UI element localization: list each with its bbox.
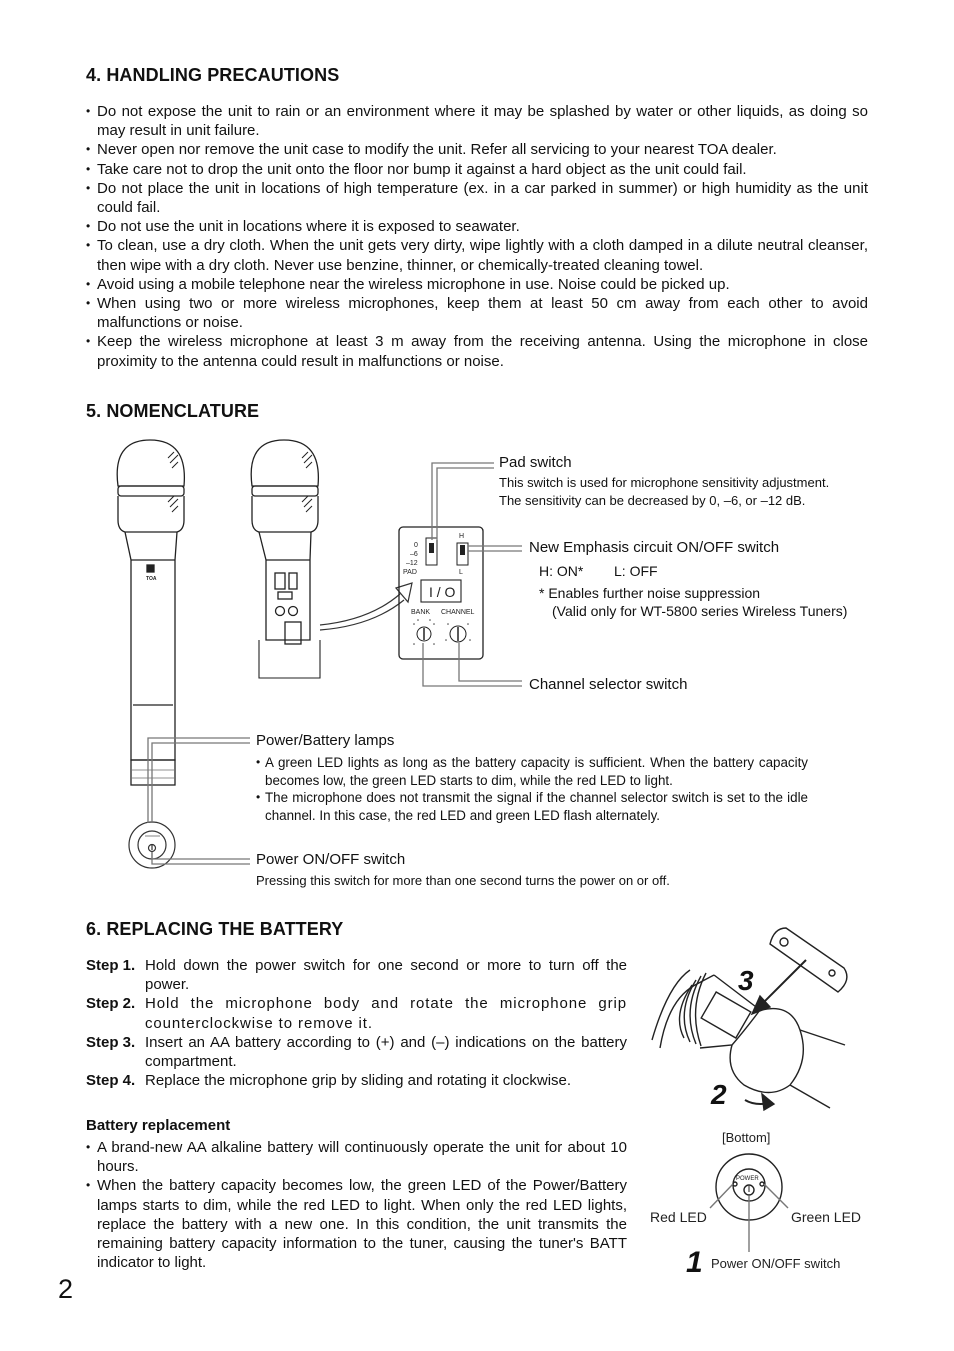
list-item: • A green LED lights as long as the battery capacity is sufficient. When the battery capacity becomes low, the green LED starts to dim, while the red LED to light. <box>256 754 808 789</box>
list-item: • The microphone does not transmit the signal if the channel selector switch is set to the idle channel. In this case, the red LED and green LED flash alternately. <box>256 789 808 824</box>
step-text: Replace the microphone grip by sliding and rotating it clockwise. <box>145 1072 572 1090</box>
battery-replacement-list <box>86 1138 627 1272</box>
list-item: • Do not expose the unit to rain or an environment where it may be splashed by water or other liquids, as doing so may result in unit failure. <box>86 102 868 140</box>
battery-steps <box>86 956 627 1090</box>
power-panel-label: POWER <box>736 1176 759 1182</box>
pad-switch-title: Pad switch <box>499 454 572 471</box>
panel-label-m12: –12 <box>406 560 418 567</box>
panel-label-0: 0 <box>414 542 418 549</box>
power-switch-diagram-label: Power ON/OFF switch <box>711 1256 841 1271</box>
step-2 <box>86 994 627 1032</box>
emphasis-note-2: (Valid only for WT-5800 series Wireless Tuners) <box>552 603 848 619</box>
step-1-marker: 1 <box>686 1246 703 1279</box>
pad-switch-desc-2: The sensitivity can be decreased by 0, –6, or –12 dB. <box>499 493 806 508</box>
panel-label-bank: BANK <box>411 609 431 616</box>
nomenclature-diagram <box>0 430 954 900</box>
section-title-nomenclature: 5. NOMENCLATURE <box>86 401 260 421</box>
panel-label-l: L <box>459 569 463 576</box>
list-item: • When using two or more wireless microphones, keep them at least 50 cm away from each other to avoid malfunctions or noise. <box>86 294 868 332</box>
list-item: • Avoid using a mobile telephone near the wireless microphone in use. Noise could be picked up. <box>86 275 868 294</box>
power-lamps-title: Power/Battery lamps <box>256 732 395 749</box>
step-2-marker: 2 <box>711 1079 727 1110</box>
emphasis-h-on: H: ON* <box>539 563 584 579</box>
step-1 <box>86 956 627 994</box>
handling-precautions-list <box>86 102 868 371</box>
page-number: 2 <box>58 1274 74 1304</box>
list-item: • Keep the wireless microphone at least 3 m away from the receiving antenna. Using the microphone in close proximity to the antenna could result in malfunctions or noise. <box>86 332 868 370</box>
emphasis-note-1: * Enables further noise suppression <box>539 585 761 601</box>
emphasis-switch-title: New Emphasis circuit ON/OFF switch <box>529 539 780 556</box>
step-number: Step 2. <box>86 995 136 1013</box>
section-title-handling-precautions: 4. HANDLING PRECAUTIONS <box>86 65 340 85</box>
step-text: Hold the microphone body and rotate the microphone grip counterclockwise to remove it. <box>145 995 627 1032</box>
step-text: Hold down the power switch for one second or more to turn off the power. <box>145 957 627 994</box>
list-item: • To clean, use a dry cloth. When the unit gets very dirty, wipe lightly with a cloth damped in a dilute neutral cleanser, then wipe with a dry cloth. Never use benzine, thinner, or chemically-treated cleaning towel. <box>86 236 868 274</box>
battery-replacement-diagram <box>640 925 880 1280</box>
red-led-label: Red LED <box>650 1209 707 1225</box>
panel-label-h: H <box>459 533 465 540</box>
battery-replacement-title: Battery replacement <box>86 1117 231 1134</box>
section-title-replacing-battery: 6. REPLACING THE BATTERY <box>86 919 344 939</box>
panel-label-channel: CHANNEL <box>441 609 475 616</box>
channel-selector-label: Channel selector switch <box>529 676 688 693</box>
list-item: • A brand-new AA alkaline battery will continuously operate the unit for about 10 hours. <box>86 1138 627 1176</box>
panel-label-pad: PAD <box>403 569 417 576</box>
green-led-label: Green LED <box>791 1209 862 1225</box>
microphone-open-illustration <box>251 440 320 678</box>
power-lamps-list <box>256 754 808 824</box>
panel-label-io: I / O <box>429 584 456 600</box>
list-item: • Never open nor remove the unit case to modify the unit. Refer all servicing to your nearest TOA dealer. <box>86 140 868 159</box>
step-number: Step 4. <box>86 1072 136 1090</box>
power-switch-title: Power ON/OFF switch <box>256 851 406 868</box>
panel-label-m6: –6 <box>410 551 418 558</box>
list-item: • Do not use the unit in locations where it is exposed to seawater. <box>86 217 868 236</box>
bottom-label: [Bottom] <box>722 1130 771 1145</box>
power-switch-desc: Pressing this switch for more than one second turns the power on or off. <box>256 873 670 888</box>
step-3-marker: 3 <box>738 965 754 996</box>
step-3 <box>86 1033 627 1071</box>
emphasis-l-off: L: OFF <box>614 563 658 579</box>
list-item: • When the battery capacity becomes low, the green LED of the Power/Battery lamps starts to dim, while the red LED to light. When only the red LED lights, replace the battery with a new one. In this condition, the unit transmits the remaining battery capacity information to the tuner, causing the tuner's BATT indicator to light. <box>86 1176 627 1272</box>
pad-switch-desc-1: This switch is used for microphone sensitivity adjustment. <box>499 475 830 490</box>
mic-logo: TOA <box>146 576 157 582</box>
list-item: • Do not place the unit in locations of high temperature (ex. in a car parked in summer) or high humidity as the unit could fail. <box>86 179 868 217</box>
step-text: Insert an AA battery according to (+) and (–) indications on the battery compartment. <box>145 1033 627 1071</box>
list-item: • Take care not to drop the unit onto the floor nor bump it against a hard object as the unit could fail. <box>86 160 868 179</box>
step-4 <box>86 1071 627 1090</box>
step-number: Step 3. <box>86 1033 136 1051</box>
step-number: Step 1. <box>86 957 136 974</box>
microphone-front-illustration <box>117 440 184 785</box>
